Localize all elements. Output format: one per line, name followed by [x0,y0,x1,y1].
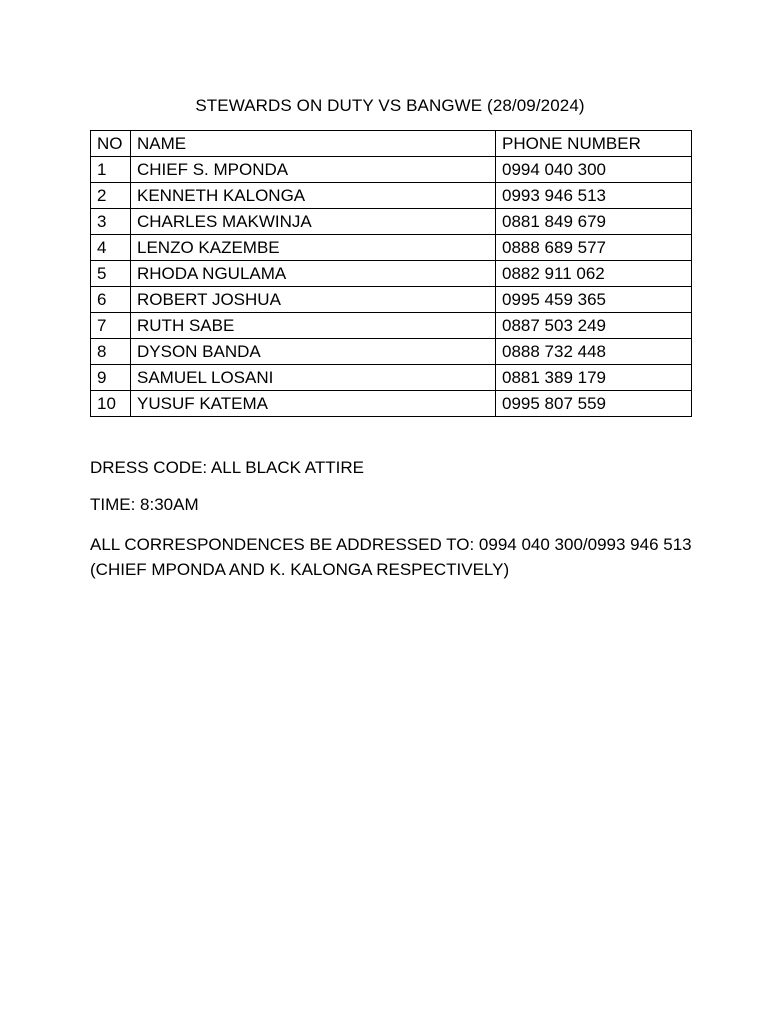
table-row [91,183,692,209]
phone-number-cell: 0881 849 679 [496,209,692,235]
steward-name-cell: RHODA NGULAMA [131,261,496,287]
table-row [91,209,692,235]
row-number-cell: 3 [91,209,131,235]
row-number-cell: 8 [91,339,131,365]
phone-number-cell: 0887 503 249 [496,313,692,339]
table-row [91,313,692,339]
table-row [91,157,692,183]
correspondence-line-2: (CHIEF MPONDA AND K. KALONGA RESPECTIVELY) [90,560,510,579]
phone-number-cell: 0882 911 062 [496,261,692,287]
row-number-cell: 7 [91,313,131,339]
correspondence-note [90,532,710,582]
row-number-cell: 9 [91,365,131,391]
phone-number-cell: 0993 946 513 [496,183,692,209]
row-number-cell: 5 [91,261,131,287]
table-row [91,287,692,313]
steward-name-cell: SAMUEL LOSANI [131,365,496,391]
table-header-row [91,131,692,157]
dress-code-note: DRESS CODE: ALL BLACK ATTIRE [90,458,364,477]
time-note: TIME: 8:30AM [90,495,199,514]
steward-name-cell: ROBERT JOSHUA [131,287,496,313]
row-number-cell: 2 [91,183,131,209]
steward-name-cell: CHIEF S. MPONDA [131,157,496,183]
column-header-phone: PHONE NUMBER [496,131,692,157]
phone-number-cell: 0888 689 577 [496,235,692,261]
steward-name-cell: DYSON BANDA [131,339,496,365]
row-number-cell: 4 [91,235,131,261]
phone-number-cell: 0994 040 300 [496,157,692,183]
phone-number-cell: 0888 732 448 [496,339,692,365]
steward-name-cell: CHARLES MAKWINJA [131,209,496,235]
table-row [91,235,692,261]
stewards-table [90,130,692,417]
column-header-name: NAME [131,131,496,157]
column-header-no: NO [91,131,131,157]
steward-name-cell: YUSUF KATEMA [131,391,496,417]
table-row [91,391,692,417]
phone-number-cell: 0881 389 179 [496,365,692,391]
document-title: STEWARDS ON DUTY VS BANGWE (28/09/2024) [195,96,585,115]
correspondence-line-1: ALL CORRESPONDENCES BE ADDRESSED TO: 0994 040 300/0993 946 513 [90,535,692,554]
table-row [91,261,692,287]
row-number-cell: 6 [91,287,131,313]
row-number-cell: 1 [91,157,131,183]
row-number-cell: 10 [91,391,131,417]
steward-name-cell: LENZO KAZEMBE [131,235,496,261]
table-row [91,339,692,365]
phone-number-cell: 0995 807 559 [496,391,692,417]
phone-number-cell: 0995 459 365 [496,287,692,313]
steward-name-cell: RUTH SABE [131,313,496,339]
steward-name-cell: KENNETH KALONGA [131,183,496,209]
table-row [91,365,692,391]
